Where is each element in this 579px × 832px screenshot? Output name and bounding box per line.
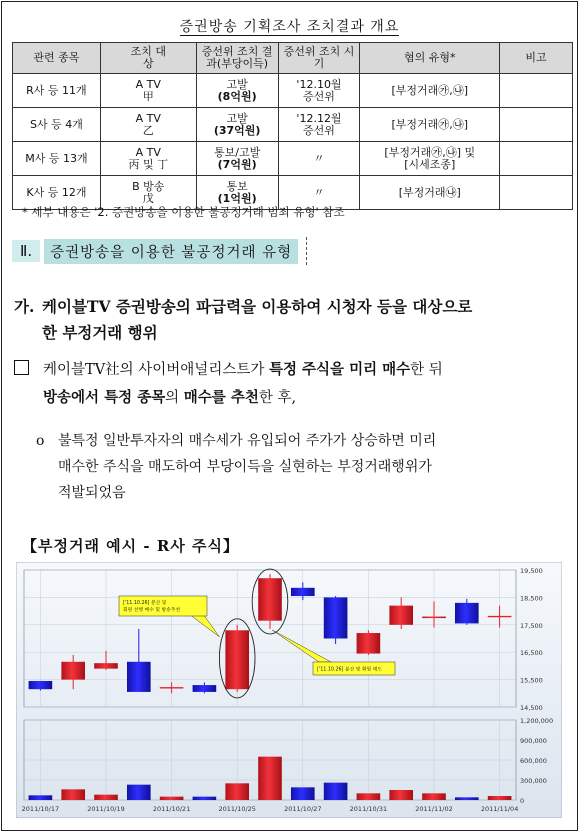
header-when: 증선위 조치 시기 [278,43,360,74]
volume-bar [127,785,151,800]
heading-line-1: 케이블TV 증권방송의 파급력을 이용하여 시청자 등을 대상으로 [42,297,473,316]
candle-body [225,630,249,689]
paragraph-main: 케이블TV社의 사이버애널리스트가 특정 주식을 미리 매수한 뒤 방송에서 특정 종목의 매수를 추천한 후, [14,356,570,412]
cell-stock: M사 등 13개 [13,142,101,176]
price-tick-label: 16,500 [520,649,543,658]
checkbox-bullet-icon [14,360,29,375]
table-row [13,74,573,108]
volume-bar [29,795,53,800]
x-tick-label: 2011/10/27 [284,805,322,813]
cell-result: 고발 (37억원) [196,108,278,142]
section-divider [306,237,307,265]
heading-line-2: 한 부정거래 행위 [42,323,158,342]
header-type: 혐의 유형* [360,43,500,74]
callout-text: ['11.10.26] 분산 및 회원 매도 [317,667,382,673]
price-tick-label: 15,500 [520,676,543,685]
volume-bar [94,795,118,800]
header-target: 조치 대상 [100,43,196,74]
price-tick-label: 17,500 [520,621,543,630]
cell-when: 〃 [278,142,360,176]
candle-body [127,662,151,692]
header-note: 비고 [500,43,573,74]
cell-note [500,74,573,108]
section-number: Ⅱ. [12,240,40,262]
volume-bar [225,783,249,800]
price-tick-label: 14,500 [520,704,543,712]
candle-body [258,578,282,620]
cell-type: [부정거래㉮,㉯] [360,108,500,142]
cell-note [500,108,573,142]
candle-body [29,681,53,689]
cell-target: A TV 乙 [100,108,196,142]
cell-target: B 방송 戊 [100,176,196,210]
cell-type: [부정거래㉯] [360,176,500,210]
candle-body [324,597,348,638]
x-tick-label: 2011/10/31 [349,805,388,813]
candle-body [357,633,381,654]
volume-bar [422,793,446,800]
header-stock: 관련 종목 [13,43,101,74]
x-tick-label: 2011/11/04 [480,805,519,813]
price-volume-chart [16,562,562,818]
x-tick-label: 2011/10/25 [218,805,256,813]
volume-bar [193,797,217,800]
volume-tick-label: 600,000 [520,757,547,765]
volume-bar [455,797,479,800]
volume-bar [324,783,348,800]
subsection-label: 가. [14,297,35,316]
volume-tick-label: 1,200,000 [520,717,554,725]
cell-stock: K사 등 12개 [13,176,101,210]
candle-body [291,588,315,596]
section-header [12,238,307,264]
cell-note [500,176,573,210]
paragraph-sub: o 불특정 일반투자자의 매수세가 유입되어 주가가 상승하면 미리 매수한 주식을 매도하여 부당이득을 실현하는 부정거래행위가 적발되었음 [36,428,570,506]
x-tick-label: 2011/10/17 [21,805,60,813]
cell-stock: R사 등 11개 [13,74,101,108]
volume-tick-label: 0 [520,797,525,805]
table-row [13,142,573,176]
candle-body [389,606,413,625]
cell-stock: S사 등 4개 [13,108,101,142]
cell-type: [부정거래㉮,㉯] [360,74,500,108]
price-tick-label: 19,500 [520,567,543,575]
volume-bar [389,790,413,800]
cell-type: [부정거래㉮,㉯] 및 [시세조종] [360,142,500,176]
table-row [13,108,573,142]
x-tick-label: 2011/10/21 [152,805,191,813]
volume-bar [61,789,85,800]
table-header-row [13,43,573,74]
candle-body [94,663,118,668]
cell-note [500,142,573,176]
cell-when: '12.10월 증선위 [278,74,360,108]
price-tick-label: 18,500 [520,594,543,603]
cell-when: 〃 [278,176,360,210]
subsection-heading [14,294,574,346]
volume-bar [291,787,315,800]
volume-tick-label: 300,000 [520,777,547,785]
volume-bar [160,797,184,800]
x-tick-label: 2011/10/19 [87,805,125,813]
candle-body [455,603,479,624]
document-title: 증권방송 기획조사 조치결과 개요 [179,19,400,35]
volume-bar [488,796,512,800]
volume-tick-label: 900,000 [520,737,547,745]
cell-when: '12.12월 증선위 [278,108,360,142]
x-tick-label: 2011/11/02 [415,805,453,813]
volume-bar [258,757,282,800]
candle-body [422,617,446,619]
example-title: 【부정거래 예시 - R사 주식】 [22,537,239,555]
cell-target: A TV 甲 [100,74,196,108]
header-result: 증선위 조치 결과(부당이득) [196,43,278,74]
cell-result: 통보/고발 (7억원) [196,142,278,176]
cell-result: 통보 (1억원) [196,176,278,210]
table-footnote: * 세부 내용은 '2. 증권방송을 이용한 불공정거래 범죄 유형' 참조 [22,205,345,219]
callout-box [119,596,207,616]
volume-bar [357,793,381,800]
bullet-marker: o [36,433,45,449]
candle-body [193,685,217,692]
cell-result: 고발 (8억원) [196,74,278,108]
candle-body [61,662,85,680]
callout-text: ['11.10.26] 분산 및 회원 선행 매수 및 방송추천 [123,601,181,613]
cell-target: A TV 丙 및 丁 [100,142,196,176]
chart-background [16,562,562,818]
section-title: 증권방송을 이용한 불공정거래 유형 [44,239,298,264]
summary-table [12,42,573,210]
